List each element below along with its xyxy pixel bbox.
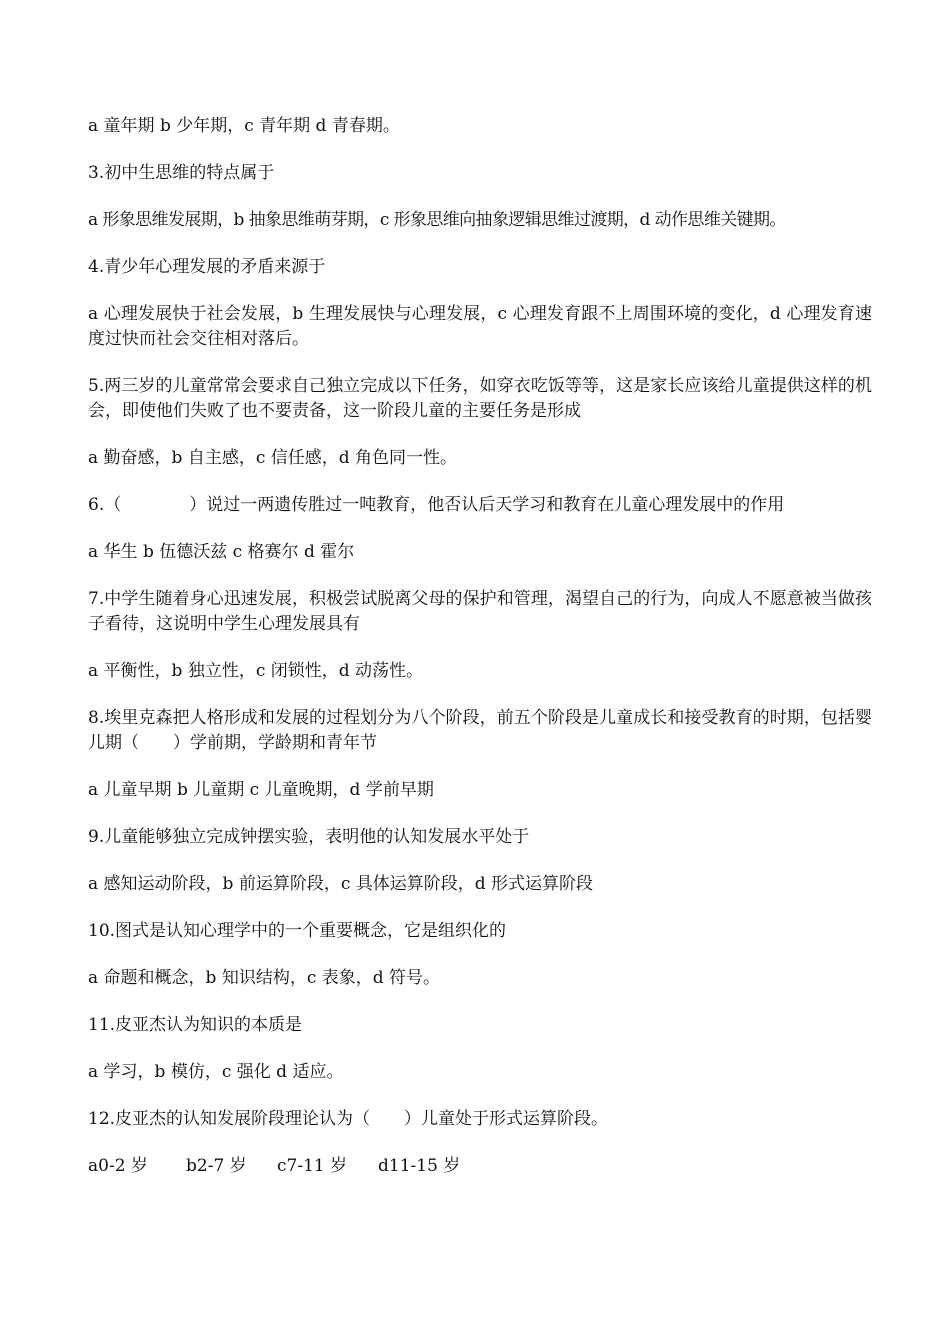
answer-options-q4: a 心理发展快于社会发展，b 生理发展快与心理发展，c 心理发育跟不上周围环境的变化，d 心理发育速度过快而社会交往相对落后。 bbox=[88, 304, 872, 349]
option-c: c7-11 岁 bbox=[277, 1156, 348, 1176]
question-8: 8.埃里克森把人格形成和发展的过程划分为八个阶段，前五个阶段是儿童成长和接受教育的时期，包括婴儿期（ ）学前期，学龄期和青年节 bbox=[88, 708, 872, 753]
answer-options-q2: a 童年期 b 少年期，c 青年期 d 青春期。 bbox=[88, 116, 400, 136]
question-5: 5.两三岁的儿童常常会要求自己独立完成以下任务，如穿衣吃饭等等，这是家长应该给儿童提供这样的机会，即使他们失败了也不要责备，这一阶段儿童的主要任务是形成 bbox=[88, 376, 872, 421]
answer-options-q7: a 平衡性，b 独立性，c 闭锁性，d 动荡性。 bbox=[88, 661, 424, 681]
answer-options-q11: a 学习，b 模仿，c 强化 d 适应。 bbox=[88, 1062, 344, 1082]
question-10: 10.图式是认知心理学中的一个重要概念，它是组织化的 bbox=[88, 921, 507, 941]
answer-options-q3: a 形象思维发展期，b 抽象思维萌芽期，c 形象思维向抽象逻辑思维过渡期，d 动作思维关键期。 bbox=[88, 210, 786, 230]
option-b: b2-7 岁 bbox=[186, 1156, 247, 1176]
answer-options-q5: a 勤奋感，b 自主感，c 信任感，d 角色同一性。 bbox=[88, 448, 458, 468]
answer-options-q12 bbox=[88, 1154, 872, 1179]
answer-options-q9: a 感知运动阶段，b 前运算阶段，c 具体运算阶段，d 形式运算阶段 bbox=[88, 874, 594, 894]
question-3: 3.初中生思维的特点属于 bbox=[88, 163, 275, 183]
question-12: 12.皮亚杰的认知发展阶段理论认为（ ）儿童处于形式运算阶段。 bbox=[88, 1109, 609, 1129]
answer-options-q8: a 儿童早期 b 儿童期 c 儿童晚期，d 学前早期 bbox=[88, 780, 434, 800]
question-4: 4.青少年心理发展的矛盾来源于 bbox=[88, 257, 326, 277]
question-11: 11.皮亚杰认为知识的本质是 bbox=[88, 1015, 303, 1035]
answer-options-q10: a 命题和概念，b 知识结构，c 表象，d 符号。 bbox=[88, 968, 441, 988]
option-a: a0-2 岁 bbox=[88, 1156, 148, 1176]
question-6: 6.（ ）说过一两遗传胜过一吨教育，他否认后天学习和教育在儿童心理发展中的作用 bbox=[88, 495, 785, 515]
answer-options-q6: a 华生 b 伍德沃兹 c 格赛尔 d 霍尔 bbox=[88, 542, 355, 562]
option-d: d11-15 岁 bbox=[378, 1156, 461, 1176]
question-7: 7.中学生随着身心迅速发展，积极尝试脱离父母的保护和管理，渴望自己的行为，向成人不愿意被当做孩子看待，这说明中学生心理发展具有 bbox=[88, 589, 872, 634]
question-9: 9.儿童能够独立完成钟摆实验，表明他的认知发展水平处于 bbox=[88, 827, 530, 847]
